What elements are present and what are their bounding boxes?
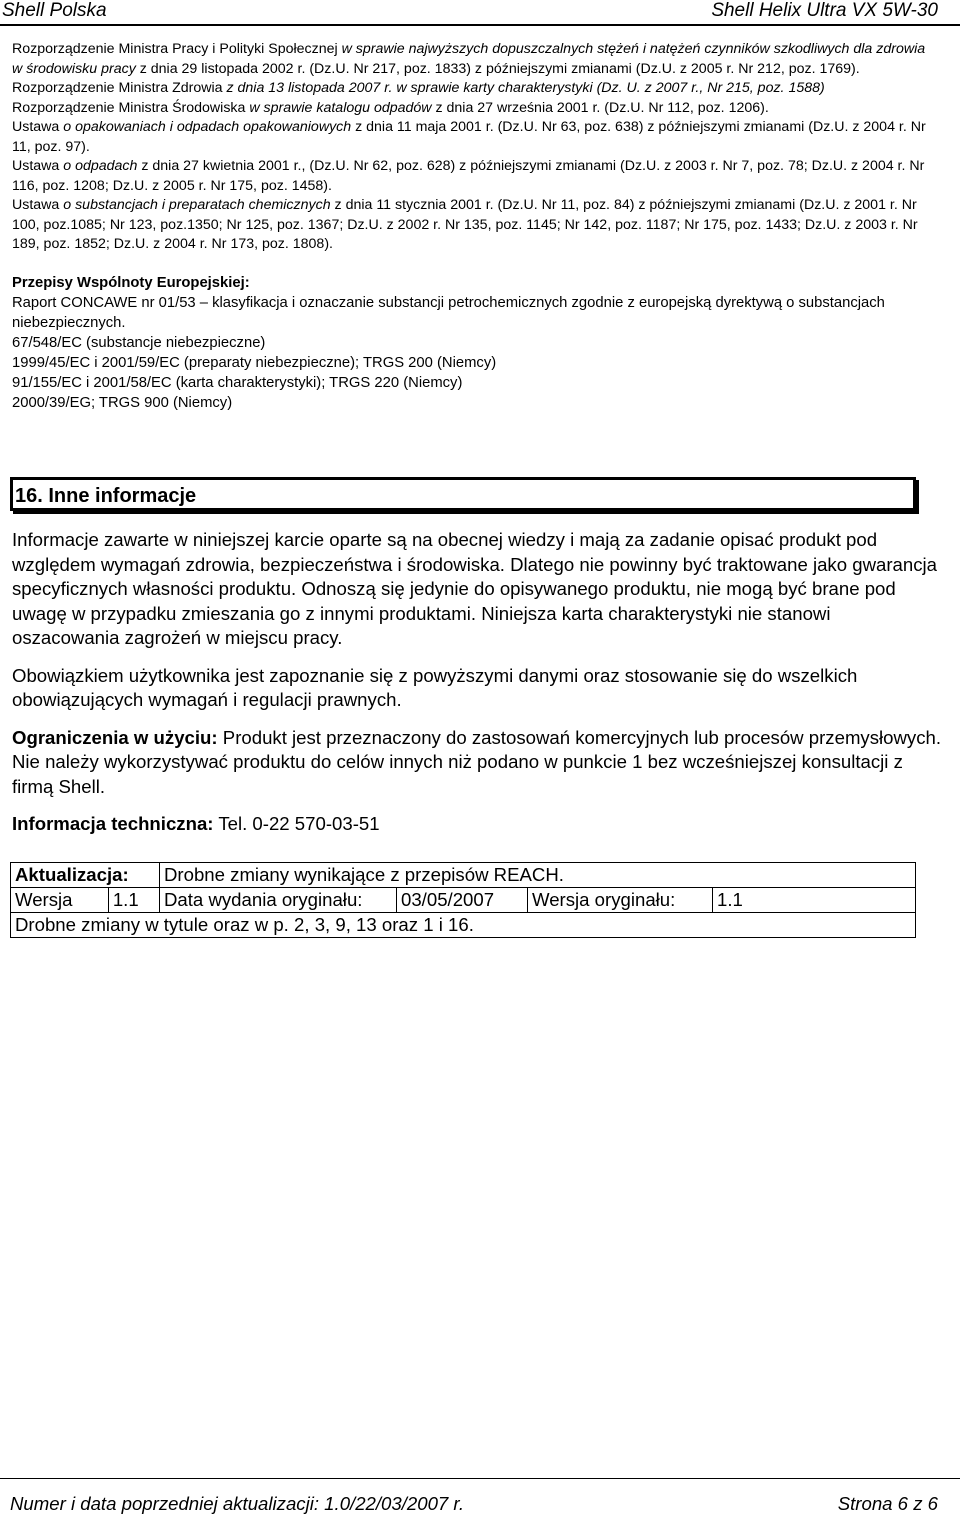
restrictions-label: Ograniczenia w użyciu:: [12, 726, 218, 748]
section-16-body: [12, 528, 942, 850]
regulation-text: z dnia 27 kwietnia 2001 r., (Dz.U. Nr 62, poz. 628) z późniejszymi zmianami (Dz.U. z 2003 r. Nr 7, poz. 78; Dz.U. z 2004 r. Nr 116, poz. 1208; Dz.U. z 2005 r. Nr 175, poz. 1458).: [12, 158, 925, 194]
regulation-text: Rozporządzenie Ministra Pracy i Polityki Społecznej: [12, 41, 342, 57]
section-16-header: [10, 477, 916, 511]
regulation-text: Rozporządzenie Ministra Środowiska: [12, 99, 250, 116]
original-version-label: Wersja oryginału:: [528, 888, 713, 913]
changes-row: [11, 913, 916, 938]
regulation-text: Ustawa: [12, 158, 64, 174]
regulation-item: [12, 40, 932, 79]
page-footer: [0, 1478, 960, 1519]
section-16-title: 16. Inne informacje: [15, 485, 197, 507]
restrictions-text: Produkt jest przeznaczony do zastosowań komercyjnych lub procesów przemysłowych. Nie należy wykorzystywać produktu do celów innych niż podano w punkcie 1 bez wcześniejszej konsultacji z firmą Shell.: [12, 726, 942, 797]
regulation-text: z dnia 27 września 2001 r. (Dz.U. Nr 112, poz. 1206).: [431, 99, 769, 116]
changes-text: Drobne zmiany w tytule oraz w p. 2, 3, 9, 13 oraz 1 i 16.: [11, 913, 916, 938]
regulation-text: z dnia 11 stycznia 2001 r. (Dz.U. Nr 11, poz. 84) z późniejszymi zmianami (Dz.U. z 2001 r. Nr 100, poz.1085; Nr 123, poz.1350; Nr 125, poz. 1367; Dz.U. z 2002 r. Nr 135, poz. 1145; Nr 142, poz. 1187; Nr 175, poz. 1433; Dz.U. z 2003 r. Nr 189, poz. 1852; Dz.U. z 2004 r. Nr 173, poz. 1808).: [12, 197, 918, 252]
regulation-text: Ustawa: [12, 119, 64, 135]
eu-regulation-item: 91/155/EC i 2001/58/EC (karta charakterystyki); TRGS 220 (Niemcy): [12, 374, 463, 391]
eu-regulation-item: 2000/39/EG; TRGS 900 (Niemcy): [12, 394, 233, 411]
eu-regulation-item: 1999/45/EC i 2001/59/EC (preparaty niebezpieczne); TRGS 200 (Niemcy): [12, 354, 497, 371]
regulation-text: Ustawa: [12, 197, 64, 213]
version-value: 1.1: [112, 889, 139, 910]
user-obligation-paragraph: Obowiązkiem użytkownika jest zapoznanie się z powyższymi danymi oraz stosowanie się do wszelkich obowiązujących wymagań i regulacji prawnych.: [12, 664, 858, 710]
regulations-section: [12, 40, 932, 413]
regulation-text: o odpadach: [63, 158, 138, 174]
page-header: [0, 0, 960, 26]
regulation-item: [12, 118, 932, 157]
regulation-text: o opakowaniach i odpadach opakowaniowych: [63, 119, 352, 135]
regulations-list: [12, 40, 932, 255]
technical-info-paragraph: [12, 812, 942, 837]
version-row: [11, 888, 916, 913]
header-product: Shell Helix Ultra VX 5W-30: [711, 0, 938, 21]
regulation-item: [12, 99, 932, 119]
regulation-text: z dnia 11 maja 2001 r. (Dz.U. Nr 63, poz. 638) z późniejszymi zmianami (Dz.U. z 2004 r. Nr 11, poz. 97).: [12, 119, 926, 155]
update-text: Drobne zmiany wynikające z przepisów REACH.: [160, 863, 916, 888]
eu-regulation-item: 67/548/EC (substancje niebezpieczne): [12, 334, 266, 351]
eu-regulation-item: Raport CONCAWE nr 01/53 – klasyfikacja i oznaczanie substancji petrochemicznych zgodnie z europejską dyrektywą o substancjach niebezpiecznych.: [12, 294, 885, 331]
regulation-text: z dnia 13 listopada 2007 r. w sprawie karty charakterystyki (Dz. U. z 2007 r., Nr 215, poz. 1588): [226, 80, 825, 96]
regulation-text: w sprawie najwyższych dopuszczalnych stężeń i natężeń czynników szkodliwych dla zdrowia w środowisku pracy: [12, 41, 926, 77]
original-date-value: 03/05/2007: [397, 888, 528, 913]
eu-regulations-title: Przepisy Wspólnoty Europejskiej:: [12, 274, 250, 291]
technical-info-label: Informacja techniczna:: [12, 813, 214, 834]
update-label: Aktualizacja:: [11, 863, 160, 888]
original-date-label: Data wydania oryginału:: [160, 888, 397, 913]
technical-info-text: Tel. 0-22 570-03-51: [213, 813, 380, 834]
previous-update-info: Numer i data poprzedniej aktualizacji: 1.0/22/03/2007 r.: [10, 1493, 465, 1514]
regulation-text: w sprawie katalogu odpadów: [249, 99, 432, 116]
header-company: Shell Polska: [2, 0, 107, 21]
regulation-item: [12, 196, 932, 255]
restrictions-paragraph: [12, 726, 942, 800]
eu-regulations-list: [12, 293, 932, 413]
regulation-item: [12, 79, 932, 99]
regulation-text: Rozporządzenie Ministra Zdrowia: [12, 80, 227, 96]
update-table: [10, 862, 916, 938]
version-label: Wersja: [11, 888, 108, 912]
regulation-text: o substancjach i preparatach chemicznych: [63, 197, 331, 213]
regulation-item: [12, 157, 932, 196]
page-number: Strona 6 z 6: [837, 1493, 938, 1514]
update-row: [11, 863, 916, 888]
original-version-value: 1.1: [713, 888, 916, 913]
regulation-text: z dnia 29 listopada 2002 r. (Dz.U. Nr 217, poz. 1833) z późniejszymi zmianami (Dz.U. z 2005 r. Nr 212, poz. 1769).: [135, 60, 860, 77]
info-paragraph: Informacje zawarte w niniejszej karcie oparte są na obecnej wiedzy i mają za zadanie opisać produkt pod względem wymagań zdrowia, bezpieczeństwa i środowiska. Dlatego nie powinny być traktowane jako gwarancja specyficznych własności produktu. Odnoszą się jedynie do opisywanego produktu, nie mogą być brane pod uwagę w przypadku zmieszania go z innymi produktami. Niniejsza karta charakterystyki nie stanowi oszacowania zagrożeń w miejscu pracy.: [12, 529, 937, 648]
version-subtable: [11, 888, 159, 912]
